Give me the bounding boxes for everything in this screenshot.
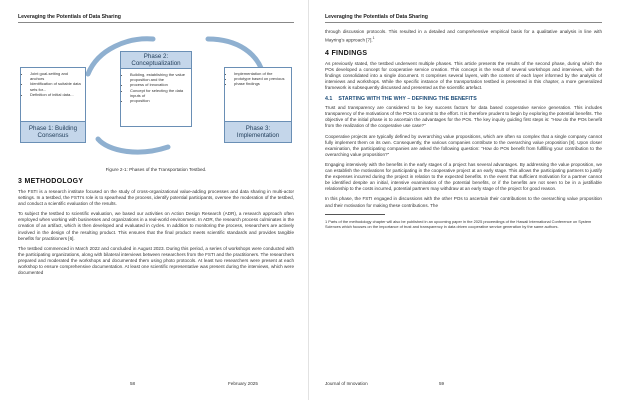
- paragraph: Cooperative projects are typically defined by overarching value propositions, which are often so complex that a single company cannot fully implement them on its own. Consequently, the various companies contribute to the overarching value proposition [8]. Upon closer examination, the participating companies are asked the following question: “How do POs benefit from fulfilling your contribution to the overarching value proposition?”: [325, 133, 602, 157]
- phase2-bullet: • process of innovation: [130, 82, 188, 87]
- phase3-bullet: • phase findings: [234, 81, 288, 86]
- phase1-bullet: • Identification of suitable data sets for...: [30, 81, 82, 91]
- running-head-right: Leveraging the Potentials of Data Sharing: [325, 14, 602, 23]
- phases-figure: [18, 29, 294, 161]
- paragraph: In this phase, the FSTI engaged in discussions with the other POs to ascertain their contributions to the overarching value proposition and their motivation for making these contributions. The: [325, 196, 602, 208]
- section4-heading: 4 FINDINGS: [325, 49, 368, 57]
- footnote: 1 Parts of the methodology chapter will also be published in an upcoming paper in the 2025 proceedings of the Hawaii International Conference on System Sciences which focuses on the importance of trust and transparency in data driven cooperative service generation by the same authors.: [325, 218, 592, 229]
- issue-date: February 2025: [228, 381, 258, 386]
- figure-caption: Figure 2-1: Phases of the Transportation Testbed.: [105, 167, 207, 172]
- paragraph: The FSTI is a research institute focused on the study of cross-organizational value-adding processes and data sharing in multi-actor settings. In a testbed, the FSTI’s role is to spearhead the process, identify potential participants, oversee the moderation of the testbed, and conduct a scientific evaluation of the results.: [18, 189, 294, 207]
- phase2-label: Phase 2: Conceptualization: [121, 52, 191, 69]
- footnote-rule: [325, 214, 385, 215]
- paragraph: The testbed commenced in March 2022 and concluded in August 2023. During this period, a series of workshops were conducted with the participating organizations, along with bilateral interviews between researchers from the FSTI and the practitioners. The researchers prepared and moderated the workshops and documented them using photo protocols. At least two researchers were present at each workshop to ensure comprehensive documentation. At least one scientific representative was present during the interviews, which were documented: [18, 245, 294, 276]
- paragraph: As previously stated, the testbed underwent multiple phases. This article presents the results of the second phase, during which the POs developed a concept for cooperative service creation. This concept is the result of several workshops and interviews, with the findings consolidated into a single document. It comprises several layers, with the content of each layer informed by the analysis of interviews and workshops. While the specific instance of the transportation testbed is presented in this chapter, a more generalized framework is subsequently discussed and presented as the scientific artefact.: [325, 60, 602, 91]
- subsection-number: 4.1: [325, 96, 333, 103]
- phase2-bullet: • Concept for selecting the data inputs of: [130, 88, 188, 98]
- journal-name: Journal of Innovation: [325, 381, 368, 386]
- phase3-box: [224, 67, 292, 143]
- phase2-bullet: • Building, establishing the value proposition and the: [130, 72, 188, 82]
- phase1-label: Phase 1: Building Consensus: [21, 121, 85, 142]
- right-page: [309, 0, 618, 400]
- page-number-right: 59: [439, 381, 445, 386]
- phase3-label: Phase 3: Implementation: [225, 121, 291, 142]
- subsection-heading: [325, 96, 602, 102]
- paragraph: Trust and transparency are considered to be key success factors for data based cooperative service generation. This includes transparency of the motivations of the POs to commit to the effort. It is therefore prudent to begin by exploring the potential benefits. The objective of the initial phase is to ascertain the advantages for the POs. The key inquiry guiding first steps is: “How do the POs benefit from the realization of the cooperative use case?”: [325, 105, 602, 129]
- phase1-bullet: • Definition of initial data...: [30, 92, 82, 97]
- footnote-marker: 1: [372, 36, 375, 41]
- page-number-left: 58: [130, 381, 136, 386]
- phase1-bullet: • Joint goal-setting and anchors: [30, 71, 82, 81]
- paragraph: [325, 29, 602, 44]
- phase1-box: [20, 67, 86, 143]
- phase3-bullet: • Implementation of the: [234, 71, 288, 76]
- paragraph: Engaging intensively with the benefits in the early stages of a project has several advantages. By addressing the value proposition, we can establish the motivations for participating in the cooperative project at an early stage. This allows the participating partners to justify the expenses incurred during the project in relation to the expected benefits. In the event that sufficient motivation for a partner cannot be identified despite an initial, intensive examination of the potential benefits, or if the benefits are not seen to be in a justifiable relationship to the costs incurred, potential partners may withdraw at an early stage of the project for good reason.: [325, 161, 602, 192]
- subsection-title: STARTING WITH THE WHY – DEFINING THE BENEFITS: [338, 96, 477, 103]
- phase2-box: [120, 51, 192, 127]
- running-head-left: Leveraging the Potentials of Data Sharing: [18, 14, 294, 23]
- paragraph-text: through discussion protocols. This resulted in a detailed and comprehensive empirical basis for a qualitative analysis in line with Mayring’s approach [7].: [325, 29, 602, 43]
- phase3-bullet: • prototype based on previous: [234, 76, 288, 81]
- paragraph: To subject the testbed to scientific evaluation, we based our activities on Action Design Research (ADR), a research approach often employed when working with businesses and organizations in a real-world environment. In ADR, the research process culminates in the creation of an artifact, which is then developed and evaluated in cycles. In addition to monitoring the process, researchers are actively involved in the design of the resulting product. This ensures that the final product meets scientific standards and provides tangible benefits for practitioners [6].: [18, 211, 294, 241]
- phase2-bullet: • proposition: [130, 98, 188, 103]
- section3-heading: 3 METHODOLOGY: [18, 178, 84, 185]
